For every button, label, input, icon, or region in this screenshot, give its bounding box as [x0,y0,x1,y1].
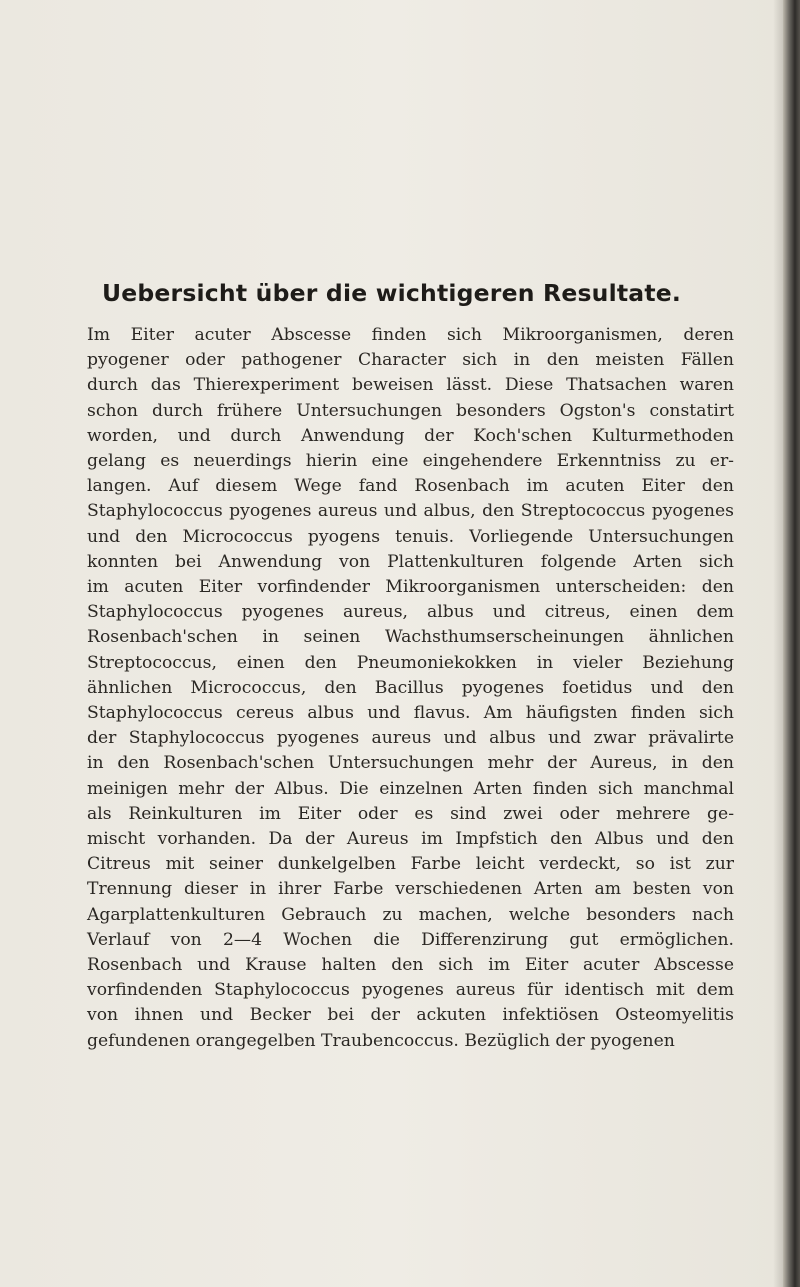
text-line: schon durch frühere Untersuchungen besonders Ogston's constatirt [87,400,734,421]
text-line: gelang es neuerdings hierin eine eingehendere Erkenntniss zu er- [87,451,734,472]
text-line: ähnlichen Micrococcus, den Bacillus pyogenes foetidus und den [87,677,734,698]
body-paragraph [87,323,734,1054]
text-line: Staphylococcus cereus albus und flavus. Am häufigsten finden sich [87,703,734,724]
text-line: Agarplattenkulturen Gebrauch zu machen, welche besonders nach [87,904,734,925]
text-line: als Reinkulturen im Eiter oder es sind zwei oder mehrere ge- [87,803,734,824]
book-binding-edge [783,0,800,1287]
text-line: Verlauf von 2—4 Wochen die Differenzirung gut ermöglichen. [87,929,734,950]
text-line: und den Micrococcus pyogens tenuis. Vorliegende Untersuchungen [87,526,734,547]
text-line: Streptococcus, einen den Pneumoniekokken in vieler Beziehung [87,652,734,673]
text-line: pyogener oder pathogener Character sich in den meisten Fällen [87,350,734,371]
text-line: Im Eiter acuter Abscesse finden sich Mikroorganismen, deren [87,325,734,345]
text-line: meinigen mehr der Albus. Die einzelnen Arten finden sich manchmal [87,778,734,799]
text-line: mischt vorhanden. Da der Aureus im Impfstich den Albus und den [87,829,734,850]
text-line: von ihnen und Becker bei der ackuten infektiösen Osteomyelitis [87,1005,734,1026]
text-line: Staphylococcus pyogenes aureus und albus, den Streptococcus pyogenes [87,501,734,522]
text-line: vorfindenden Staphylococcus pyogenes aureus für identisch mit dem [87,980,734,1001]
text-line: Rosenbach und Krause halten den sich im Eiter acuter Abscesse [87,955,734,976]
text-line: im acuten Eiter vorfindender Mikroorganismen unterscheiden: den [87,577,734,598]
text-line: gefundenen orangegelben Traubencoccus. Bezüglich der pyogenen [87,1030,675,1051]
text-line: in den Rosenbach'schen Untersuchungen mehr der Aureus, in den [87,753,734,774]
text-line: der Staphylococcus pyogenes aureus und albus und zwar prävalirte [87,728,734,749]
text-line: Citreus mit seiner dunkelgelben Farbe leicht verdeckt, so ist zur [87,854,734,875]
page-gutter-shadow [773,0,783,1287]
section-heading: Uebersicht über die wichtigeren Resultate. [101,279,682,307]
text-line: Trennung dieser in ihrer Farbe verschiedenen Arten am besten von [87,879,734,900]
text-line: konnten bei Anwendung von Plattenkulturen folgende Arten sich [87,551,734,572]
text-line: Rosenbach'schen in seinen Wachsthumserscheinungen ähnlichen [87,627,734,648]
text-line: Staphylococcus pyogenes aureus, albus und citreus, einen dem [87,602,734,623]
text-line: langen. Auf diesem Wege fand Rosenbach im acuten Eiter den [87,476,734,497]
text-line: durch das Thierexperiment beweisen lässt. Diese Thatsachen waren [87,375,734,396]
text-line: worden, und durch Anwendung der Koch'schen Kulturmethoden [87,425,734,446]
